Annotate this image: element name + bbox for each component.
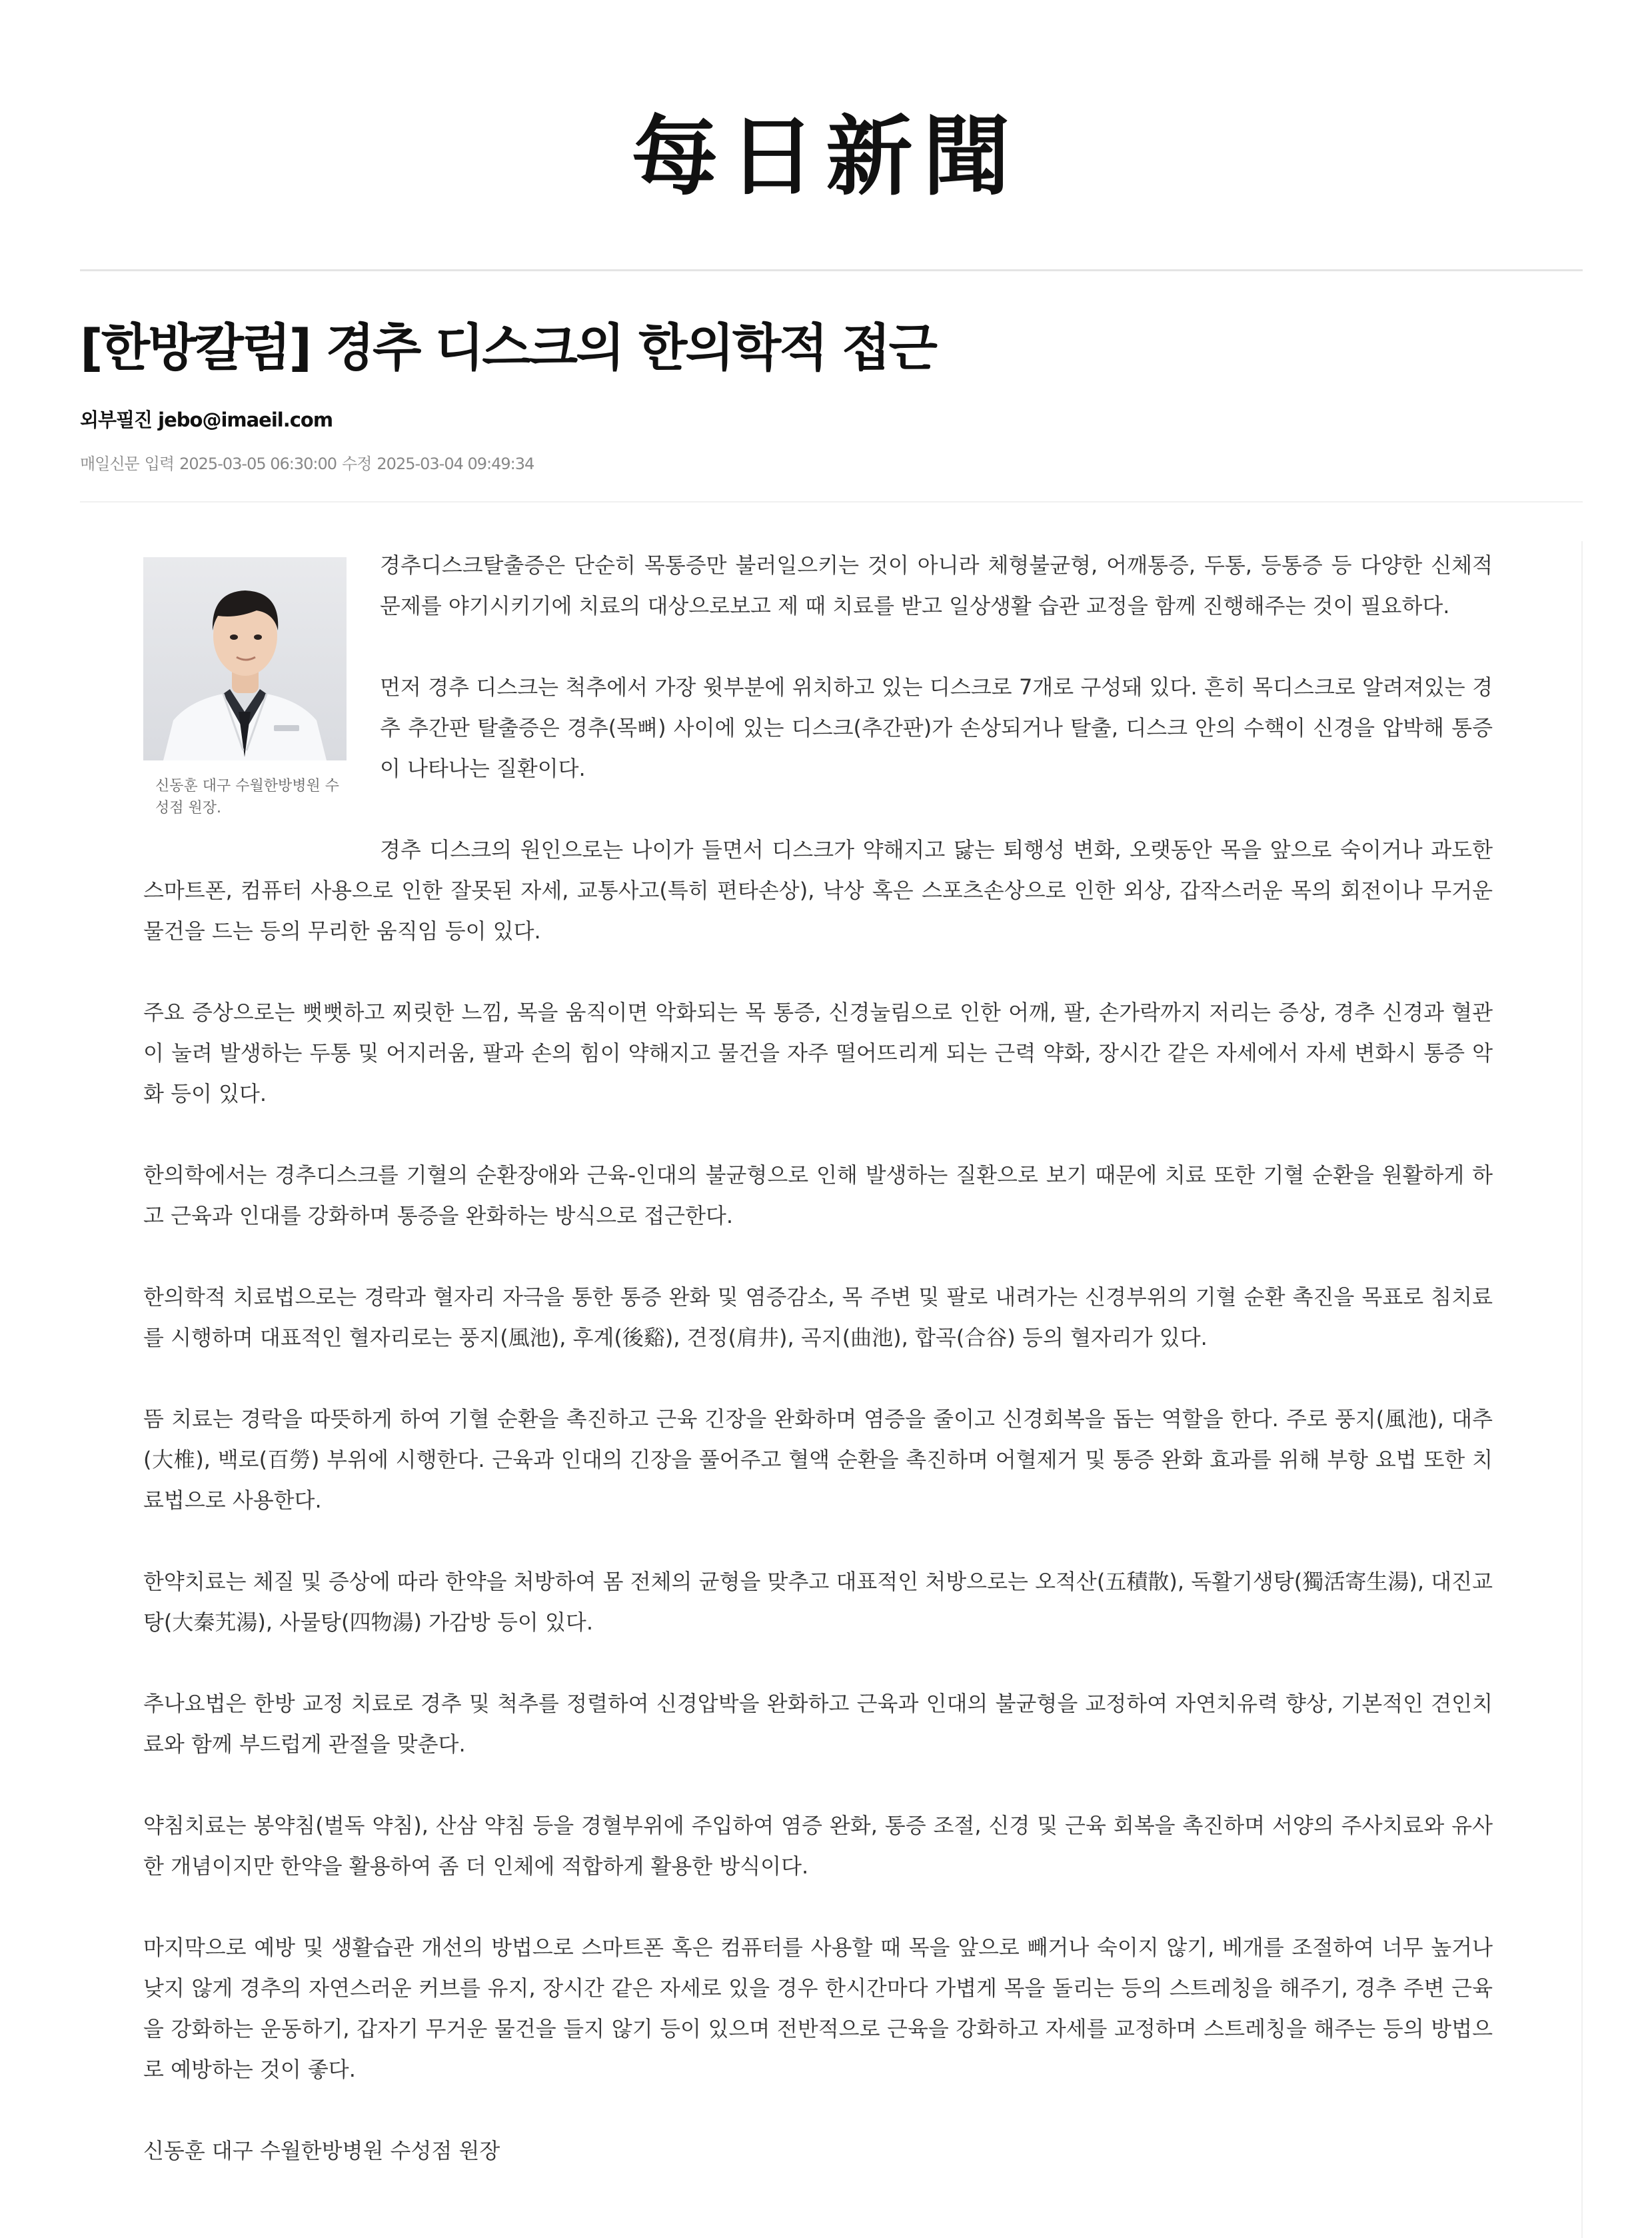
article-paragraph: 약침치료는 봉약침(벌독 약침), 산삼 약침 등을 경혈부위에 주입하여 염증 완화, 통증 조절, 신경 및 근육 회복을 촉진하며 서양의 주사치료와 유사한 개념이지만 한약을 활용하여 좀 더 인체에 적합하게 활용한 방식이다. — [143, 1813, 1493, 1879]
article-paragraph: 마지막으로 예방 및 생활습관 개선의 방법으로 스마트폰 혹은 컴퓨터를 사용할 때 목을 앞으로 빼거나 숙이지 않기, 베개를 조절하여 너무 높거나 낮지 않게 경추의 자연스러운 커브를 유지, 장시간 같은 자세로 있을 경우 한시간마다 가볍게 목을 돌리는 등의 스트레칭을 해주기, 경추 주변 근육을 강화하는 운동하기, 갑자기 무거운 물건을 들지 않기 등이 있으며 전반적으로 근육을 강화하고 자세를 교정하며 스트레칭을 해주는 등의 방법으로 예방하는 것이 좋다. — [143, 1935, 1493, 2082]
article-headline: [한방칼럼] 경추 디스크의 한의학적 접근 — [80, 318, 936, 377]
article-paragraph: 뜸 치료는 경락을 따뜻하게 하여 기혈 순환을 촉진하고 근육 긴장을 완화하며 염증을 줄이고 신경회복을 돕는 역할을 한다. 주로 풍지(風池), 대추(大椎), 백로(百勞) 부위에 시행한다. 근육과 인대의 긴장을 풀어주고 혈액 순환을 촉진하며 어혈제거 및 통증 완화 효과를 위해 부항 요법 또한 치료법으로 사용한다. — [143, 1406, 1493, 1513]
photo-caption: 신동훈 대구 수월한방병원 수성점 원장. — [155, 778, 340, 816]
article-paragraph: 한의학에서는 경추디스크를 기혈의 순환장애와 근육-인대의 불균형으로 인해 발생하는 질환으로 보기 때문에 치료 또한 기혈 순환을 원활하게 하고 근육과 인대를 강화하며 통증을 완화하는 방식으로 접근한다. — [143, 1162, 1493, 1228]
article-paragraph: 추나요법은 한방 교정 치료로 경추 및 척추를 정렬하여 신경압박을 완화하고 근육과 인대의 불균형을 교정하여 자연치유력 향상, 기본적인 견인치료와 함께 부드럽게 관절을 맞춘다. — [143, 1691, 1493, 1757]
author-figure — [143, 557, 347, 819]
author-photo — [143, 557, 347, 760]
meta-updated-date: 2025-03-04 09:49:34 — [377, 455, 534, 473]
meta-updated-label: 수정 — [342, 455, 372, 473]
meta-source: 매일신문 — [80, 455, 139, 473]
article-paragraph: 주요 증상으로는 뻣뻣하고 찌릿한 느낌, 목을 움직이면 악화되는 목 통증, 신경눌림으로 인한 어깨, 팔, 손가락까지 저리는 증상, 경추 신경과 혈관이 눌려 발생하는 두통 및 어지러움, 팔과 손의 힘이 약해지고 물건을 자주 떨어뜨리게 되는 근력 약화, 장시간 같은 자세에서 자세 변화시 통증 악화 등이 있다. — [143, 1000, 1493, 1106]
article-meta — [80, 451, 539, 474]
sidebar-divider — [1581, 541, 1583, 2238]
article-body — [143, 545, 1493, 2212]
header-divider — [80, 269, 1583, 271]
meta-divider — [80, 501, 1583, 503]
article-byline[interactable]: 외부필진 jebo@imaeil.com — [80, 409, 333, 431]
article-paragraph: 한의학적 치료법으로는 경락과 혈자리 자극을 통한 통증 완화 및 염증감소, 목 주변 및 팔로 내려가는 신경부위의 기혈 순환 촉진을 목표로 침치료를 시행하며 대표적인 혈자리로는 풍지(風池), 후계(後谿), 견정(肩井), 곡지(曲池), 합곡(合谷) 등의 혈자리가 있다. — [143, 1284, 1493, 1350]
article-paragraph: 한약치료는 체질 및 증상에 따라 한약을 처방하여 몸 전체의 균형을 맞추고 대표적인 처방으로는 오적산(五積散), 독활기생탕(獨活寄生湯), 대진교탕(大秦艽湯), 사물탕(四物湯) 가감방 등이 있다. — [143, 1569, 1493, 1635]
article-paragraph: 경추디스크탈출증은 단순히 목통증만 불러일으키는 것이 아니라 체형불균형, 어깨통증, 두통, 등통증 등 다양한 신체적 문제를 야기시키기에 치료의 대상으로보고 제 때 치료를 받고 일상생활 습관 교정을 함께 진행해주는 것이 필요하다. — [380, 553, 1493, 618]
meta-published-label: 입력 — [144, 455, 175, 473]
article-paragraph: 경추 디스크의 원인으로는 나이가 들면서 디스크가 약해지고 닳는 퇴행성 변화, 오랫동안 목을 앞으로 숙이거나 과도한 스마트폰, 컴퓨터 사용으로 인한 잘못된 자세, 교통사고(특히 편타손상), 낙상 혹은 스포츠손상으로 인한 외상, 갑작스러운 목의 회전이나 무거운 물건을 드는 등의 무리한 움직임 등이 있다. — [143, 837, 1493, 944]
masthead-logo[interactable]: 每日新聞 — [631, 105, 1021, 207]
meta-published-date: 2025-03-05 06:30:00 — [179, 455, 337, 473]
article-signature: 신동훈 대구 수월한방병원 수성점 원장 — [143, 2138, 500, 2163]
article-paragraph: 먼저 경추 디스크는 척추에서 가장 윗부분에 위치하고 있는 디스크로 7개로 구성돼 있다. 흔히 목디스크로 알려져있는 경추 추간판 탈출증은 경추(목뼈) 사이에 있는 디스크(추간판)가 손상되거나 탈출, 디스크 안의 수핵이 신경을 압박해 통증이 나타나는 질환이다. — [380, 674, 1493, 781]
